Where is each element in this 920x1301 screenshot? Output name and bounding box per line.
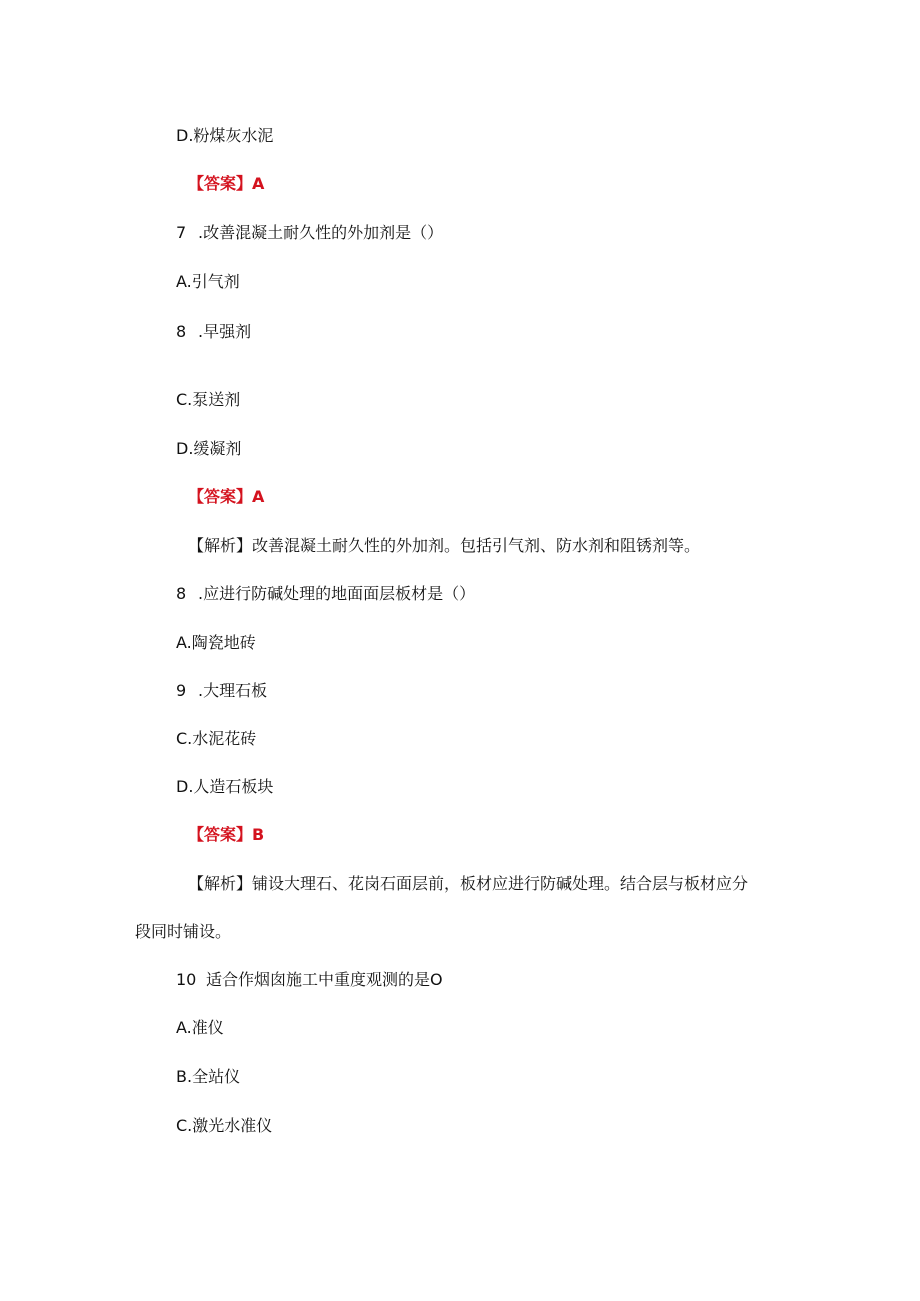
q7-option-b-text: .早强剂 bbox=[198, 322, 252, 341]
q10-option-a: A.准仪 bbox=[176, 1018, 224, 1037]
q7-option-a: A.引气剂 bbox=[176, 272, 240, 291]
q10-question-text: 适合作烟囱施工中重度观测的是O bbox=[206, 970, 443, 989]
q8-option-b-text: .大理石板 bbox=[198, 681, 268, 700]
q7-question-text: .改善混凝土耐久性的外加剂是（） bbox=[198, 223, 444, 242]
q6-answer: 【答案】A bbox=[188, 174, 265, 193]
q10-option-c: C.激光水准仪 bbox=[176, 1116, 273, 1135]
q7-number: 7 bbox=[176, 223, 187, 242]
q7-option-b bbox=[176, 322, 251, 342]
q8-analysis-line2: 段同时铺设。 bbox=[135, 922, 232, 941]
q8-question bbox=[176, 584, 475, 604]
q8-option-b-number: 9 bbox=[176, 681, 187, 700]
q8-number: 8 bbox=[176, 584, 187, 603]
q8-analysis-line1: 【解析】铺设大理石、花岗石面层前，板材应进行防碱处理。结合层与板材应分 bbox=[188, 874, 749, 893]
q7-answer: 【答案】A bbox=[188, 487, 265, 506]
q8-question-text: .应进行防碱处理的地面面层板材是（） bbox=[198, 584, 476, 603]
q7-option-c: C.泵送剂 bbox=[176, 390, 241, 409]
q7-option-d: D.缓凝剂 bbox=[176, 439, 242, 458]
q7-question bbox=[176, 223, 443, 243]
q7-option-b-number: 8 bbox=[176, 322, 187, 341]
q10-option-b: B.全站仪 bbox=[176, 1067, 241, 1086]
q8-option-a: A.陶瓷地砖 bbox=[176, 633, 256, 652]
q10-number: 10 bbox=[176, 970, 197, 989]
q8-answer: 【答案】B bbox=[188, 825, 265, 844]
q8-option-b bbox=[176, 681, 267, 701]
q8-option-d: D.人造石板块 bbox=[176, 777, 274, 796]
q8-option-c: C.水泥花砖 bbox=[176, 729, 257, 748]
q10-question bbox=[176, 970, 443, 990]
q6-option-d: D.粉煤灰水泥 bbox=[176, 126, 274, 145]
q7-analysis: 【解析】改善混凝土耐久性的外加剂。包括引气剂、防水剂和阻锈剂等。 bbox=[188, 536, 701, 555]
